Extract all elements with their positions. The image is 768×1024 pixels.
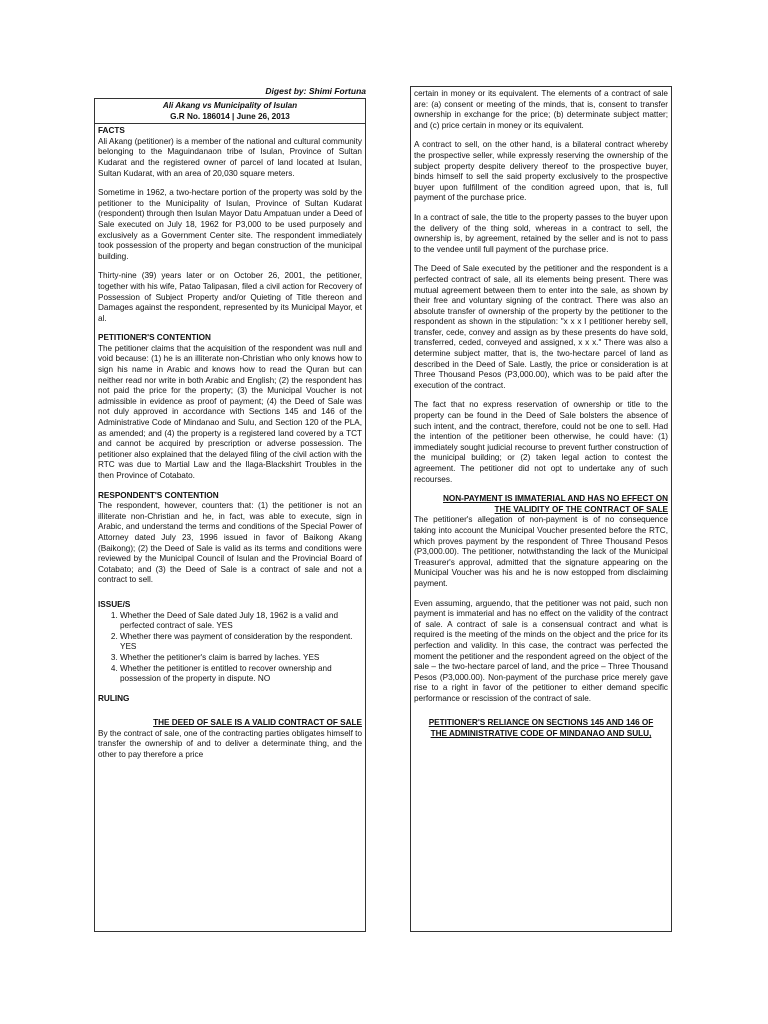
petitioner-paragraph: The petitioner claims that the acquisition of the respondent was null and void because: (1) he is an illiterate non-Christian who only knows how to sign his name in Arabic and knows how to read the Quran but can neither read nor write in both Arabic and English; (2) the respondent has not paid the price for the property; (3) the Municipal Voucher is not admissible in evidence as proof of payment; (4) the Deed of Sale was not duly approved in accordance with Sections 145 and 146 of the Administrative Code of Mindanao and Sulu, and Section 120 of the PLA, as amended; and (4) the property is a registered land covered by a TCT and cannot be acquired by prescription or adverse possession. The petitioner also explained that the delayed filing of the civil action with the RTC was due to Martial Law and the Ilaga-Blackshirt Troubles in the then Province of Cotabato. (98, 343, 362, 480)
issue-item: 1. Whether the Deed of Sale dated July 18, 1962 is a valid and perfected contract of sale. YES (120, 611, 362, 632)
issue-item: 2. Whether there was payment of consideration by the respondent. YES (120, 632, 362, 653)
issue-item: 3. Whether the petitioner's claim is barred by laches. YES (120, 653, 362, 664)
facts-heading: FACTS (98, 126, 125, 136)
issues-heading: ISSUE/S (98, 599, 131, 609)
respondent-heading: RESPONDENT'S CONTENTION (98, 490, 219, 500)
body-paragraph: In a contract of sale, the title to the property passes to the buyer upon the delivery of the thing sold, whereas in a contract to sell, the ownership is, by agreement, retained by the seller and is not to pass to the vendee until full payment of the purchase price. (414, 212, 668, 254)
respondent-paragraph: The respondent, however, counters that: (1) the petitioner is not an illiterate non-Christian and he, in fact, was able to execute, sign in Arabic, and understand the terms and conditions of the Special Power of Attorney dated July 23, 1996 issued in favor of Baikong Akang (Baikong); (2) the Deed of Sale is valid as its terms and conditions were reviewed by the Municipal Council of Isulan and the Provincial Board of Cotabato; and (3) the Deed of Sale is a contract of sale and not a contract to sell. (98, 501, 362, 585)
ruling-paragraph: By the contract of sale, one of the contracting parties obligates himself to transfer the ownership of and to deliver a determinate thing, and the other to pay therefore a price (98, 728, 362, 760)
petitioner-heading: PETITIONER'S CONTENTION (98, 333, 211, 343)
section-heading-line: THE VALIDITY OF THE CONTRACT OF SALE (494, 504, 668, 514)
ruling-heading: RULING (98, 693, 130, 703)
body-paragraph: Even assuming, arguendo, that the petitioner was not paid, such non payment is immaterial and has no effect on the validity of the contract of sale. A contract of sale is a consensual contract and what is required is the meeting of the minds on the object and the price for its perfection and validity. In this case, the contract was perfected the moment the petitioner and the respondent agreed on the object of the sale – the two-hectare parcel of land, and the price – Three Thousand Pesos (P3,000.00). Non-payment of the purchase price merely gave rise to a right in favor of the petitioner to either demand specific performance or rescission of the contract of sale. (414, 598, 668, 703)
section-heading-line: THE ADMINISTRATIVE CODE OF MINDANAO AND SULU, (430, 729, 652, 739)
digest-author: Digest by: Shimi Fortuna (265, 86, 366, 96)
facts-paragraph: Thirty-nine (39) years later or on October 26, 2001, the petitioner, together with his wife, Patao Talipasan, filed a civil action for Recovery of Possession of Subject Property and/or Quieting of Title thereon and Damages against the respondent, represented by its Municipal Mayor, et al. (98, 271, 362, 323)
issues-list (98, 611, 362, 685)
section-heading-line: NON-PAYMENT IS IMMATERIAL AND HAS NO EFFECT ON (442, 494, 668, 504)
body-paragraph: The fact that no express reservation of ownership or title to the property can be found in the Deed of Sale bolsters the absence of such intent, and the contract, therefore, could not be one to sell. Had the intention of the petitioner been otherwise, he could have: (1) immediately sought judicial recourse to prevent further construction of the municipal building; or (2) taken legal action to contest the agreement. The petitioner did not opt to undertake any of such recourses. (414, 400, 668, 484)
body-paragraph: The petitioner's allegation of non-payment is of no consequence taking into account the Municipal Voucher presented before the RTC, which proves payment by the respondent of Three Thousand Pesos (P3,000.00). The petitioner, notwithstanding the lack of the Municipal Treasurer's approval, admitted that the signature appearing on the Municipal Voucher was his and he is now estopped from disclaiming payment. (414, 515, 668, 588)
case-reference: G.R No. 186014 | June 26, 2013 (95, 112, 365, 125)
right-column (410, 86, 672, 932)
section-heading-line: PETITIONER'S RELIANCE ON SECTIONS 145 AND 146 OF (428, 718, 654, 728)
facts-paragraph: Ali Akang (petitioner) is a member of the national and cultural community belonging to the Maguindanaon tribe of Isulan, Province of Sultan Kudarat and the registered owner of parcel of land located at Isulan, Sultan Kudarat, with an area of 20,030 square meters. (98, 136, 362, 178)
left-column (94, 98, 366, 932)
issue-item: 4. Whether the petitioner is entitled to recover ownership and possession of the property in dispute. NO (120, 664, 362, 685)
body-paragraph: The Deed of Sale executed by the petitioner and the respondent is a perfected contract of sale, all its elements being present. There was mutual agreement between them to enter into the sale, as shown by their free and voluntary signing of the contract. There was also an absolute transfer of ownership of the property by the petitioner to the respondent as shown in the stipulation: "x x x I petitioner hereby sell, transfer, cede, convey and assign as by these presents do have sold, transferred, ceded, conveyed and assigned, x x x." There was also a determine subject matter, that is, the two-hectare parcel of land as described in the Deed of Sale. Lastly, the price or consideration is at Three Thousand Pesos (P3,000.00), which was to be paid after the execution of the contract. (414, 264, 668, 390)
ruling-subheading: THE DEED OF SALE IS A VALID CONTRACT OF SALE (153, 718, 362, 728)
body-paragraph: certain in money or its equivalent. The elements of a contract of sale are: (a) consent or meeting of the minds, that is, consent to transfer ownership in exchange for the price; (b) determinate subject matter; and (c) price certain in money or its equivalent. (414, 89, 668, 130)
case-title: Ali Akang vs Municipality of Isulan (162, 101, 298, 110)
facts-paragraph: Sometime in 1962, a two-hectare portion of the property was sold by the petitioner to the Municipality of Isulan, Province of Sultan Kudarat (respondent) through then Isulan Mayor Datu Ampatuan under a Deed of Sale executed on July 18, 1962 for P3,000 to be used purposely and exclusively as a Government Center site. The respondent immediately took possession of the property and began construction of the municipal building. (98, 188, 362, 261)
body-paragraph: A contract to sell, on the other hand, is a bilateral contract whereby the prospective seller, while expressly reserving the ownership of the subject property despite delivery thereof to the prospective buyer, binds himself to sell the said property exclusively to the prospective buyer upon fulfillment of the condition agreed upon, that is, full payment of the purchase price. (414, 140, 668, 203)
